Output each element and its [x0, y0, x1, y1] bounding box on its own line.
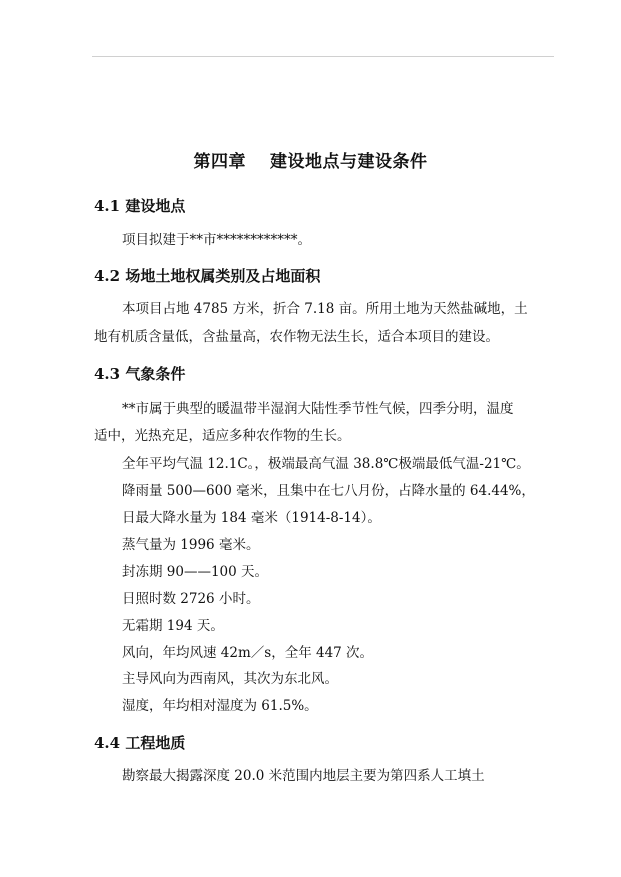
header-rule — [92, 56, 554, 57]
paragraph-line: 湿度，年均相对湿度为 61.5%。 — [122, 698, 318, 714]
paragraph-line: 降雨量 500—600 毫米，且集中在七八月份，占降水量的 64.44%， — [122, 483, 535, 499]
section-heading-4-2: 4.2 场地土地权属类别及占地面积 — [94, 267, 321, 285]
paragraph-line: **市属于典型的暖温带半湿润大陆性季节性气候，四季分明，温度 — [122, 401, 514, 417]
paragraph-line: 勘察最大揭露深度 20.0 米范围内地层主要为第四系人工填土 — [122, 768, 485, 784]
paragraph-line: 蒸气量为 1996 毫米。 — [122, 537, 260, 553]
paragraph-line: 封冻期 90——100 天。 — [122, 564, 269, 580]
paragraph-line: 适中，光热充足，适应多种农作物的生长。 — [94, 428, 351, 444]
paragraph-line: 全年平均气温 12.1C。，极端最高气温 38.8℃极端最低气温-21℃。 — [122, 456, 530, 472]
section-heading-4-3: 4.3 气象条件 — [94, 365, 186, 383]
paragraph-line: 风向，年均风速 42m／s，全年 447 次。 — [122, 645, 374, 661]
section-heading-4-4: 4.4 工程地质 — [94, 734, 186, 752]
chapter-title: 第四章 建设地点与建设条件 — [193, 152, 428, 172]
paragraph-line: 无霜期 194 天。 — [122, 618, 224, 634]
section-heading-4-1: 4.1 建设地点 — [94, 197, 186, 215]
paragraph-line: 地有机质含量低，含盐量高，农作物无法生长，适合本项目的建设。 — [94, 329, 499, 345]
paragraph-line: 日照时数 2726 小时。 — [122, 591, 260, 607]
paragraph-line: 主导风向为西南风，其次为东北风。 — [122, 671, 338, 687]
paragraph-line: 项目拟建于**市************。 — [122, 232, 311, 248]
paragraph-line: 本项目占地 4785 方米，折合 7.18 亩。所用土地为天然盐碱地，土 — [122, 301, 528, 317]
paragraph-line: 日最大降水量为 184 毫米（1914-8-14）。 — [122, 510, 381, 526]
